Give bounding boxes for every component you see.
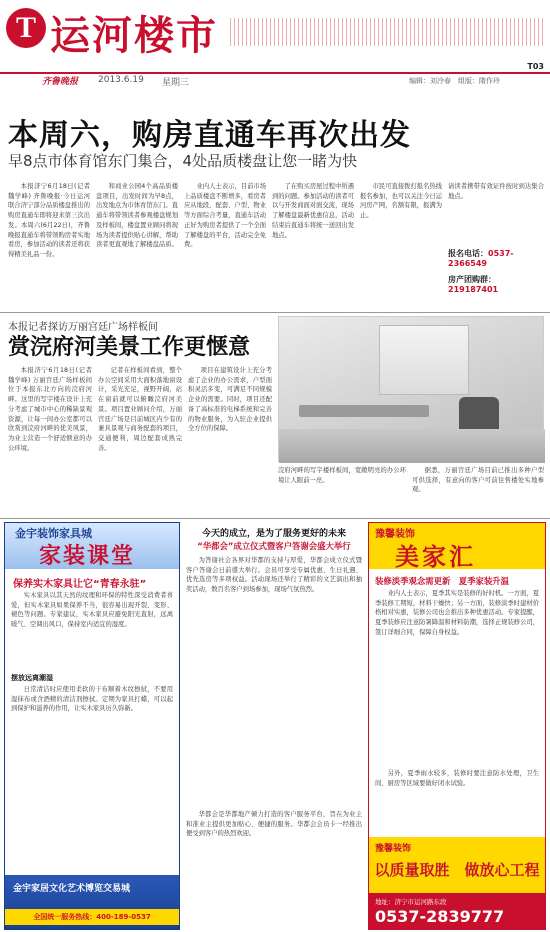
lead-col-1: 本报济宁6月18日(记者 魏学峰) 齐鲁晚报·今日运河联合济宁部分品质楼盘推出的购房直通车即将迎来第三次出发。本周六(6月22日)，齐鲁晚报直通车将带领购房者实地看房，参加活动的读者还将获得精美礼品一份。 [8,183,90,258]
photo-window [379,325,469,395]
feature-headline: 赏浣府河美景工作更惬意 [8,335,251,360]
photo-floor [279,429,545,463]
feature-story [0,314,550,518]
ad-jinyu-subtitle: 摆放远离潮湿 [11,674,53,682]
ad-jinyu-brand: 金宇装饰家具城 [15,527,92,540]
ad-mjh-slogan: 以质量取胜 做放心工程 [374,861,540,879]
masthead-title: 运河楼市 [50,13,218,59]
ad-mjh-body-2: 另外，夏季雨水较多，装修时要注意防水处理，卫生间、厨房等区域要做好闭水试验。 [375,770,539,787]
hotline-label: 报名电话： [448,249,488,258]
lead-col-4: 了在购买房屋过程中所遇到的问题。参加活动的读者可以与开发商面对面交流，现场了解楼盘最新优惠信息，活动结束后直通车将统一送回出发地点。 [272,183,354,239]
lead-col-5: 市民可直接拨打报名热线报名参加，也可以关注今日运河房产网，名额有限，报满为止。 [360,183,442,220]
lead-subhead: 早8点市体育馆东门集合，4处品质楼盘让您一睹为快 [8,152,358,170]
mid-title: 今天的成立，是为了服务更好的未来 [201,529,346,539]
ad-meijiahui [368,522,546,930]
masthead-logo: T [6,8,46,48]
masthead [0,0,550,88]
photo-caption: 浣府河畔的写字楼样板间，宽敞明亮的办公环境让人眼前一亮。 [278,467,406,484]
section-divider-2 [0,518,550,519]
masthead-stripe [230,18,544,46]
issue-date: 2013.6.19 [98,75,144,85]
lead-col-3: 业内人士表示，目前市场上品质楼盘不断增多，看房者应从地段、配套、户型、物业等方面综合考量，直通车活动正好为购房者提供了一个全面了解楼盘的平台，活动完全免费。 [184,183,266,249]
mid-subtitle: “华都会”成立仪式暨客户答谢会盛大举行 [197,541,351,551]
feature-col-4: 据悉，万丽宫廷广场目前已推出多种户型可供选择，有意向的客户可前往售楼处实地参观。 [412,467,544,494]
ad-mjh-bottom [369,837,545,929]
feature-col-2: 记者在样板间看到，整个办公空间采用大面积落地窗设计，采光充足，视野开阔，站在窗前就可以俯瞰浣府河美景。项目置业顾问介绍，万丽宫廷广场是目前城区内少有的兼具景观与商务配套的项目，交通便利，周边配套成熟完善。 [98,367,182,452]
ad-mjh-slogan-brand: 豫馨装饰 [375,844,412,854]
credits: 编辑：刘冷春 组版：隋作玲 [409,77,500,85]
ad-mjh-brand: 豫馨装饰 [375,529,415,540]
ad-mjh-body: 业内人士表示，夏季其实是装修的好时机。一方面，夏季装修工期短，材料干燥快；另一方面，装修淡季时建材价格相对实惠，装修公司也会推出多种优惠活动。专家提醒，夏季装修应注意防暑降温和材料防潮，选择正规装修公司，签订详细合同，保障自身权益。 [375,590,539,636]
group-value: 219187401 [448,285,499,294]
ad-mjh-title: 美家汇 [395,543,476,571]
page-number: T03 [527,62,544,71]
group-number [448,274,544,294]
issue-weekday: 星期三 [162,78,190,88]
lead-col-6 [448,182,544,308]
ad-jinyu [4,522,180,930]
mid-body: 为答谢社会各界对华都的支持与厚爱，华都会成立仪式暨客户答谢会日前盛大举行。会员可享受专属优惠、生日礼遇、优先选房等多项权益。活动现场还举行了精彩的文艺演出和抽奖活动，数百名客户到场参加，现场气氛热烈。 [186,557,362,594]
ad-mjh-contact [369,893,545,929]
ad-jinyu-para-1: 实木家具以其天然的纹理和环保的特性深受消费者喜爱，但实木家具如果保养不当，很容易出现开裂、变形、褪色等问题。专家建议，实木家具应避免阳光直射，远离暖气、空调出风口，保持室内适宜的湿度。 [11,592,173,629]
section-divider [0,312,550,313]
ad-jinyu-para-2: 日常清洁时应使用柔软的干布顺着木纹擦拭，不要用湿抹布或含酒精的清洁剂擦拭。定期为家具打蜡，可以起到保护和滋养的作用，让实木家具历久弥新。 [11,686,173,713]
ad-mjh-address: 地址：济宁市运河路东段 [375,898,447,906]
group-label: 房产团购群： [448,275,496,284]
office-photo [278,316,544,462]
ad-jinyu-article-title: 保养实木家具让它“青春永驻” [13,579,147,590]
lead-col-6-text: 请读者携带有效证件按时到达集合地点。 [448,183,544,200]
photo-desk [299,405,429,417]
masthead-rule [0,72,550,74]
ad-jinyu-title: 家装课堂 [39,544,136,569]
paper-name: 齐鲁晚报 [42,77,79,87]
feature-col-1: 本报济宁6月18日(记者 魏学峰) 万丽宫廷广场样板间位于本报东北方向的浣府河畔。这里的写字楼在设计上充分考虑了城市中心的稀缺景观资源，让每一间办公室都可以欣赏到浣府河畔的优美风景，为业主营造一个舒适惬意的办公环境。 [8,367,92,452]
hotline [448,248,544,268]
feature-col-3: 项目在建筑设计上充分考虑了企业的办公需求，户型面积灵活多变，可满足不同规模企业的需要。同时，项目还配备了高标准的电梯系统和完善的物业服务，为入驻企业提供全方位的保障。 [188,367,272,433]
mid-body-2: 华都会是华都地产倾力打造的客户服务平台，旨在为业主和准业主提供更加贴心、便捷的服务。华都会会员卡一经推出便受到客户的热烈欢迎。 [186,811,362,838]
ad-jinyu-bottom [5,875,179,929]
lead-headline: 本周六，购房直通车再次出发 [8,118,411,153]
hotline-number: 0537-2366549 [448,249,514,268]
ad-mjh-phone: 0537-2839777 [375,907,505,926]
ad-mjh-article-title: 装修淡季观念需更新 夏季家装升温 [375,576,509,586]
ad-jinyu-banner [5,523,179,569]
feature-kicker: 本报记者探访万丽宫廷广场样板间 [8,322,158,333]
ad-jinyu-hotline: 全国统一服务热线：400-189-0537 [5,909,179,925]
ad-jinyu-bottom-brand: 金宇家居文化艺术博览交易城 [13,884,131,894]
ad-mjh-banner [369,523,545,569]
lead-story [0,88,550,312]
mid-article [186,522,362,930]
lead-col-2: 和商业公园4个高品质楼盘项目，出发时间为早8点，出发地点为市体育馆东门。直通车将带领读者参观楼盘规划及样板间，楼盘置业顾问将现场为读者提供贴心讲解，帮助读者更直观地了解楼盘品质。 [96,183,178,249]
